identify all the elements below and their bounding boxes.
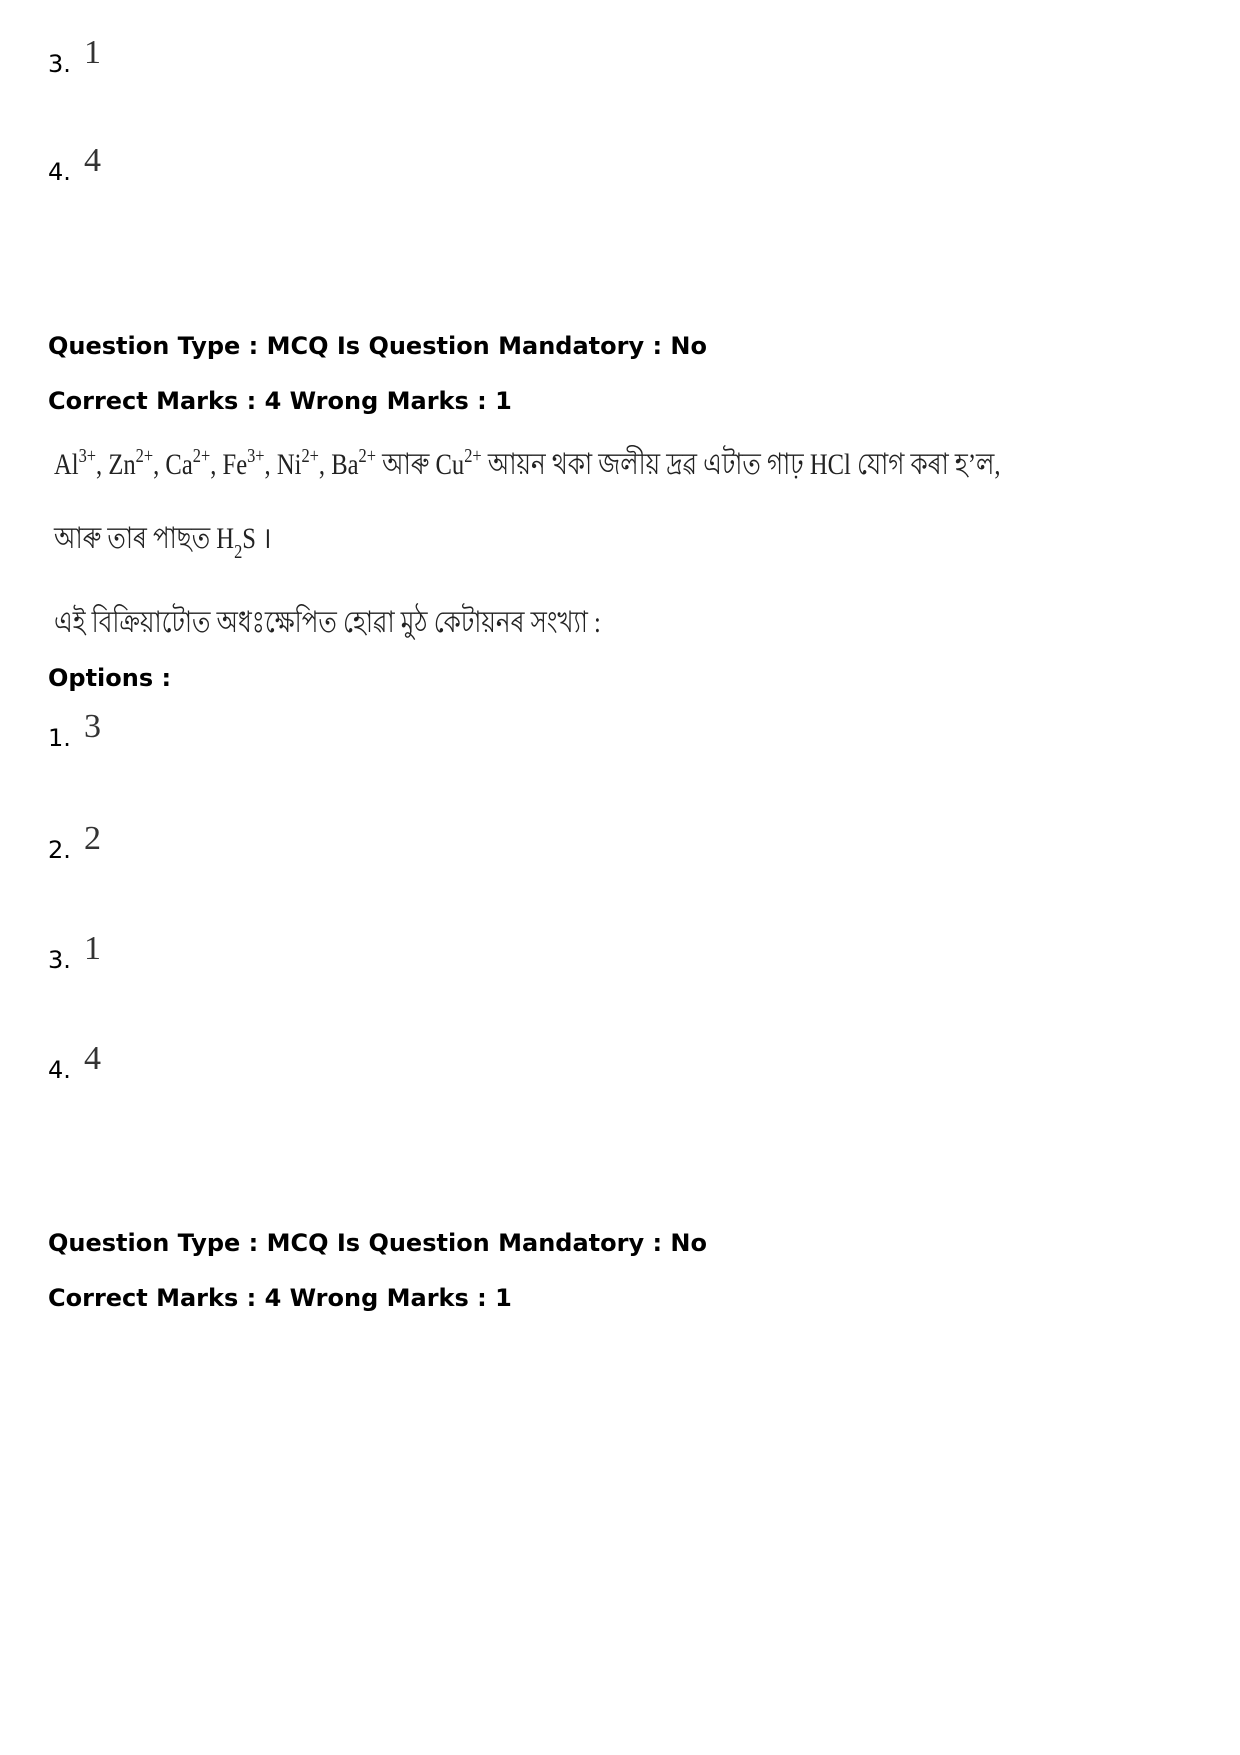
- option-number: 1.: [48, 724, 71, 752]
- next-marks-line: Correct Marks : 4 Wrong Marks : 1: [48, 1284, 512, 1312]
- options-label: Options :: [48, 664, 172, 692]
- marks-line: Correct Marks : 4 Wrong Marks : 1: [48, 387, 512, 415]
- option-number: 4.: [48, 1056, 71, 1084]
- option-value: 4: [84, 1040, 101, 1077]
- option-number: 3.: [48, 946, 71, 974]
- option-value: 1: [84, 34, 101, 71]
- option-number: 3.: [48, 50, 71, 78]
- option-value: 3: [84, 708, 101, 745]
- option-value: 1: [84, 930, 101, 967]
- next-question-type-line: Question Type : MCQ Is Question Mandatory : No: [48, 1229, 707, 1257]
- option-value: 2: [84, 820, 101, 857]
- option-number: 4.: [48, 158, 71, 186]
- option-number: 2.: [48, 836, 71, 864]
- question-text-line-3: এই বিক্ৰিয়াটোত অধঃক্ষেপিত হোৱা মুঠ কেটায়নৰ সংখ্যা :: [54, 606, 601, 639]
- question-text-line-2: আৰু তাৰ পাছত $H_2S$ ।: [54, 522, 272, 563]
- question-text-line-1: $Al^{3+}$, $Zn^{2+}$, $Ca^{2+}$, $Fe^{3+}$, $Ni^{2+}$, $Ba^{2+}$ আৰু $Cu^{2+}$ আয়ন থকা জলীয় দ্ৰৱ এটাত গাঢ় HCl যোগ কৰা হ’ল,: [54, 445, 1001, 481]
- question-type-line: Question Type : MCQ Is Question Mandatory : No: [48, 332, 707, 360]
- option-value: 4: [84, 142, 101, 179]
